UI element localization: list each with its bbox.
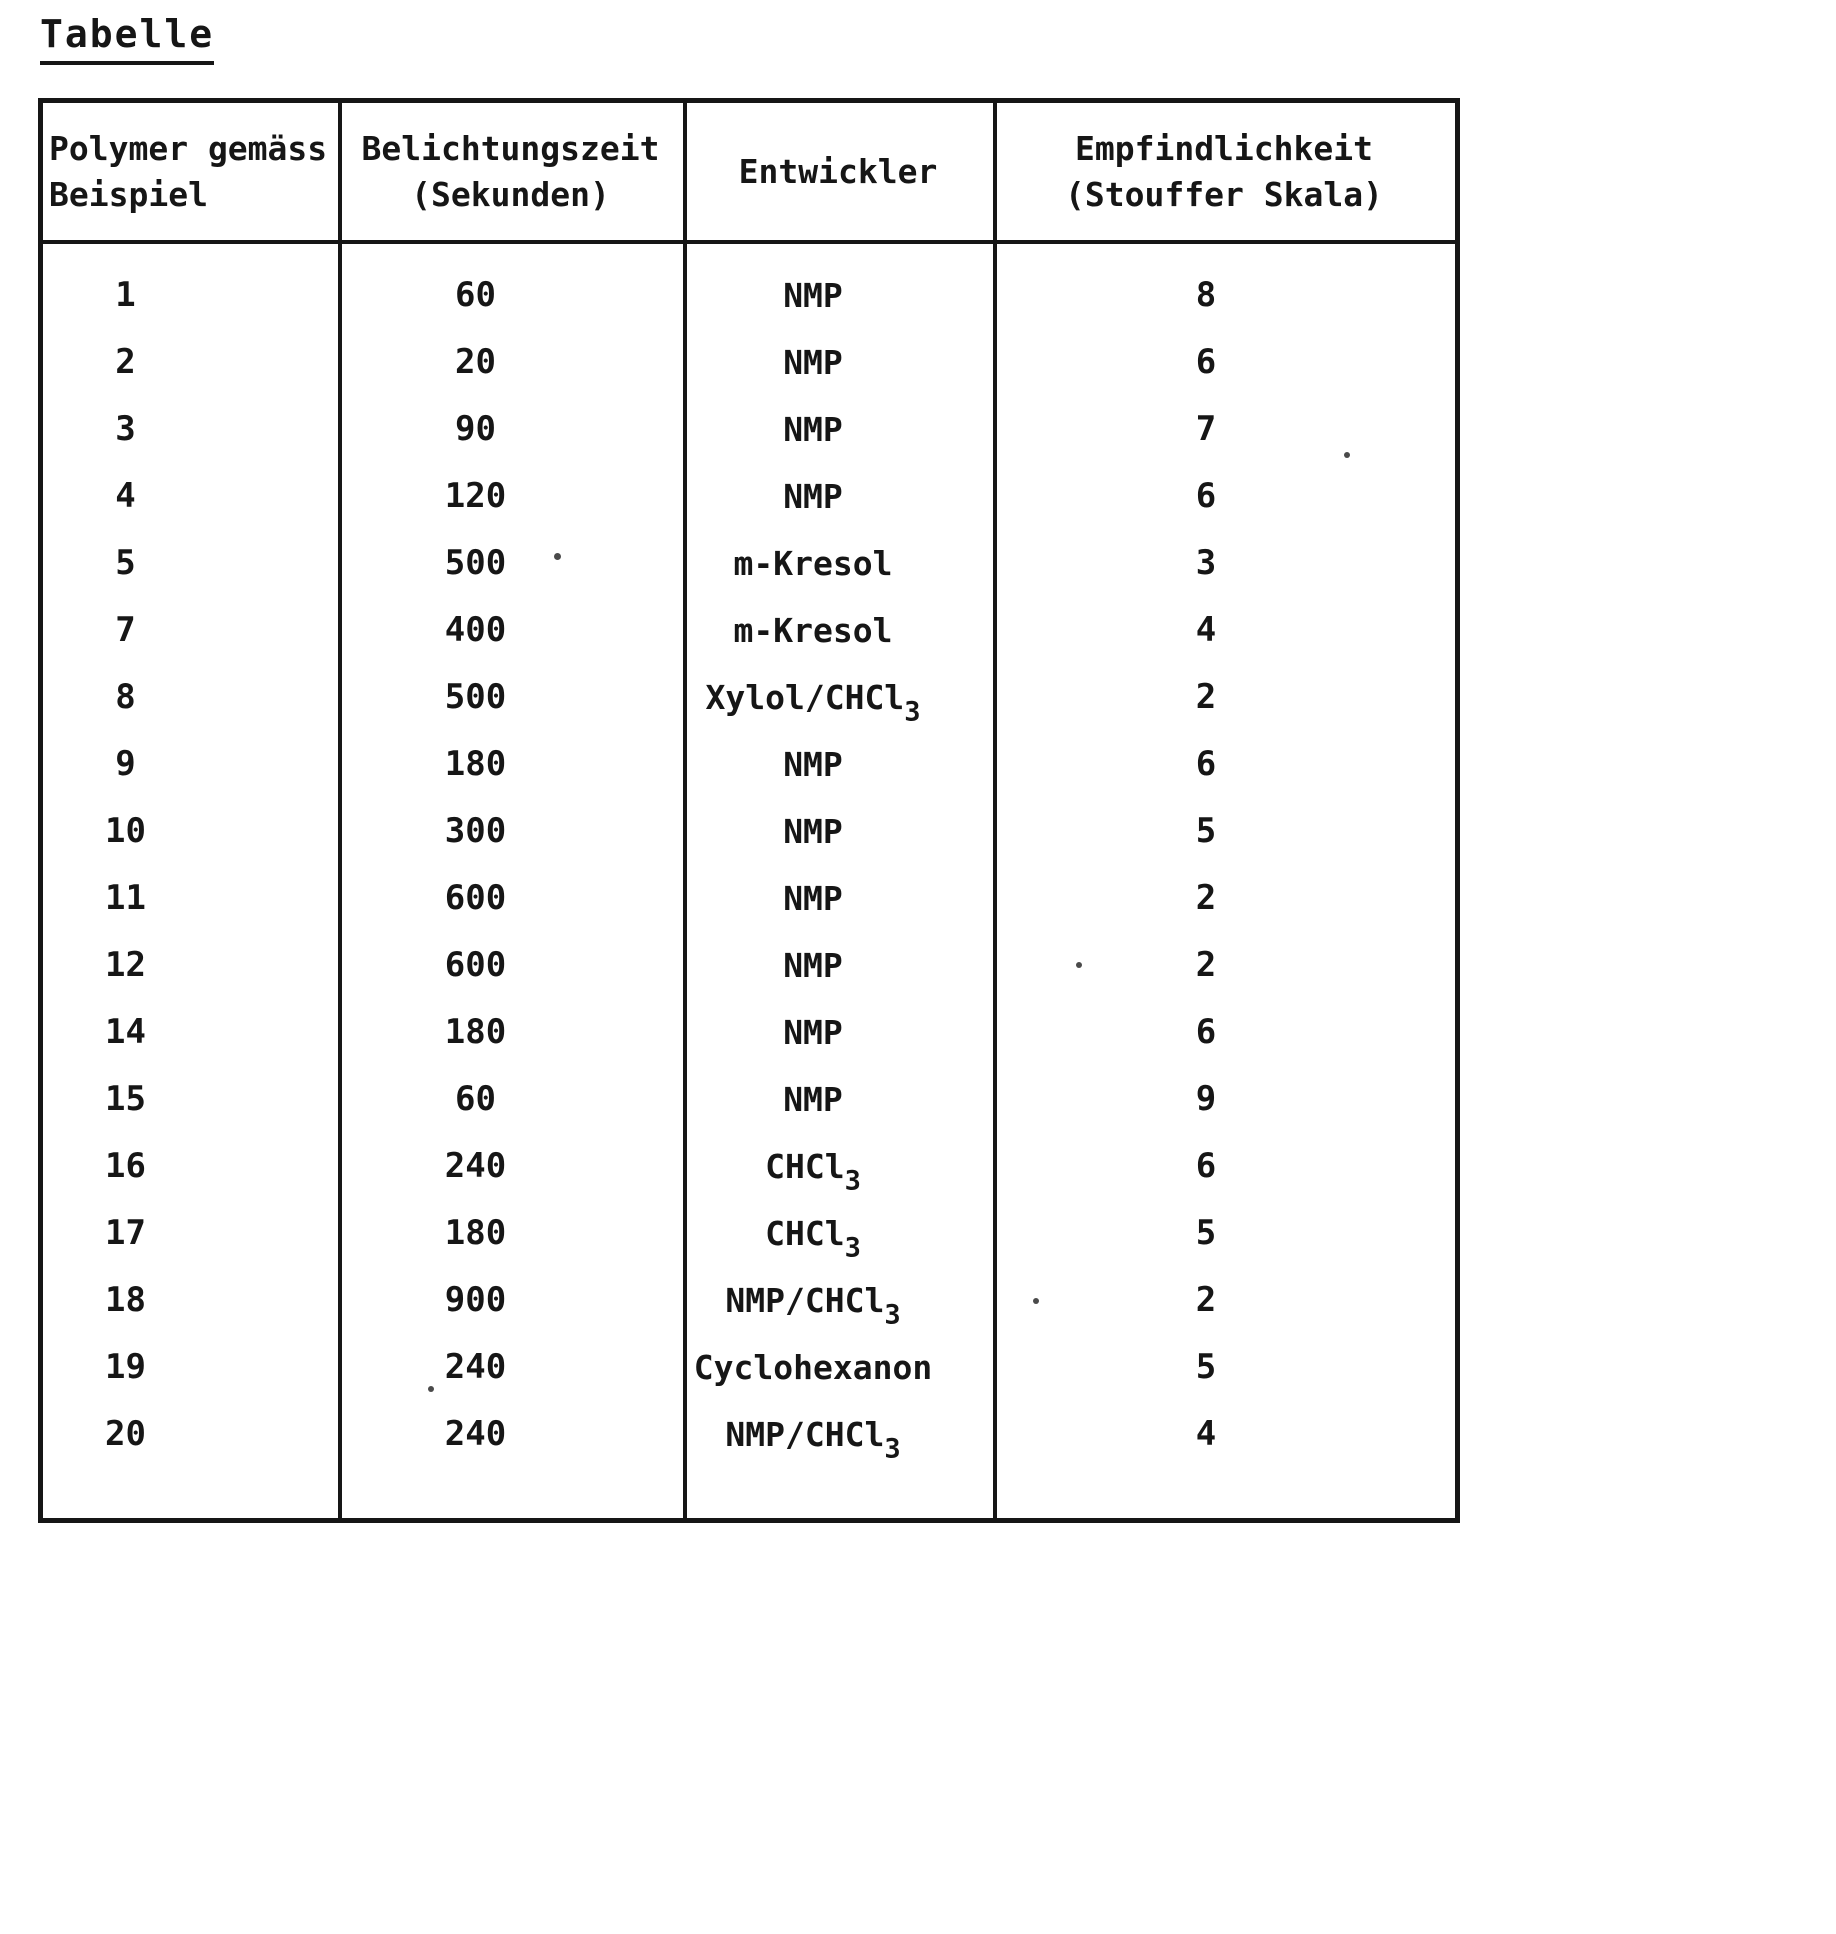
- example-number: 15: [105, 1079, 146, 1119]
- table-row: [43, 463, 1455, 530]
- sensitivity-value: 3: [1195, 543, 1217, 583]
- example-number: 12: [105, 945, 146, 985]
- example-number: 9: [115, 744, 136, 784]
- developer-name: NMP: [783, 276, 843, 315]
- header-belichtungszeit: [338, 103, 683, 240]
- developer-name: NMP: [783, 410, 843, 449]
- header-line: Entwickler: [738, 151, 938, 191]
- developer-subscript: 3: [844, 1232, 861, 1264]
- developer-name: CHCl: [765, 1214, 845, 1253]
- example-number: 7: [115, 610, 136, 650]
- example-number: 20: [105, 1414, 146, 1454]
- developer-name: NMP/CHCl: [725, 1281, 885, 1320]
- table-row: [43, 1401, 1455, 1468]
- sensitivity-value: 6: [1195, 1146, 1217, 1186]
- sensitivity-value: 5: [1195, 1347, 1217, 1387]
- cell-example: [43, 1401, 338, 1482]
- exposure-time-value: 180: [444, 744, 507, 784]
- scan-artifact-dot: [428, 1386, 434, 1392]
- exposure-time-value: 120: [444, 476, 507, 516]
- developer-name: NMP: [783, 879, 843, 918]
- cell-exposure-time: [338, 1401, 683, 1482]
- table-row: [43, 999, 1455, 1066]
- example-number: 2: [115, 342, 136, 382]
- developer-name: NMP/CHCl: [725, 1415, 885, 1454]
- example-number: 17: [105, 1213, 146, 1253]
- page-title: Tabelle: [40, 12, 214, 65]
- example-number: 18: [105, 1280, 146, 1320]
- developer-subscript: 3: [884, 1433, 901, 1465]
- table-header-separator: [43, 240, 1455, 244]
- table-vertical-line: [683, 103, 687, 1518]
- scan-artifact-dot: [1344, 452, 1350, 458]
- sensitivity-value: 7: [1195, 409, 1217, 449]
- example-number: 8: [115, 677, 136, 717]
- developer-name: m-Kresol: [733, 544, 893, 583]
- exposure-time-value: 600: [444, 878, 507, 918]
- table-row: [43, 1267, 1455, 1334]
- sensitivity-value: 6: [1195, 476, 1217, 516]
- header-line: (Sekunden): [411, 174, 610, 214]
- developer-name: m-Kresol: [733, 611, 893, 650]
- example-number: 19: [105, 1347, 146, 1387]
- developer-name: NMP: [783, 343, 843, 382]
- developer-name: NMP: [783, 1013, 843, 1052]
- header-polymer-beispiel: [43, 103, 338, 240]
- example-number: 14: [105, 1012, 146, 1052]
- sensitivity-value: 6: [1195, 744, 1217, 784]
- developer-name: NMP: [783, 812, 843, 851]
- sensitivity-value: 6: [1195, 342, 1217, 382]
- cell-sensitivity: [993, 1401, 1455, 1482]
- table-row: [43, 1334, 1455, 1401]
- data-table: [38, 98, 1460, 1523]
- developer-subscript: 3: [884, 1299, 901, 1331]
- sensitivity-value: 6: [1195, 1012, 1217, 1052]
- exposure-time-value: 500: [444, 677, 507, 717]
- table-row: [43, 731, 1455, 798]
- exposure-time-value: 500: [444, 543, 507, 583]
- exposure-time-value: 240: [444, 1146, 507, 1186]
- header-line: Beispiel: [49, 174, 208, 214]
- table-header-row: [43, 103, 1455, 240]
- sensitivity-value: 5: [1195, 1213, 1217, 1253]
- header-empfindlichkeit: [993, 103, 1455, 240]
- exposure-time-value: 90: [455, 409, 496, 449]
- table-row: [43, 664, 1455, 731]
- exposure-time-value: 60: [455, 275, 496, 315]
- exposure-time-value: 900: [444, 1280, 507, 1320]
- sensitivity-value: 9: [1195, 1079, 1217, 1119]
- header-line: Belichtungszeit: [361, 128, 660, 168]
- sensitivity-value: 2: [1195, 1280, 1217, 1320]
- scan-artifact-dot: [1033, 1298, 1039, 1304]
- exposure-time-value: 180: [444, 1213, 507, 1253]
- header-line: Polymer gemäss: [49, 128, 328, 168]
- table-row: [43, 865, 1455, 932]
- sensitivity-value: 4: [1195, 610, 1217, 650]
- scan-artifact-dot: [1076, 962, 1082, 968]
- header-line: (Stouffer Skala): [1065, 174, 1383, 214]
- developer-name: Xylol/CHCl: [705, 678, 905, 717]
- sensitivity-value: 4: [1195, 1414, 1217, 1454]
- sensitivity-value: 5: [1195, 811, 1217, 851]
- sensitivity-value: 2: [1195, 945, 1217, 985]
- example-number: 16: [105, 1146, 146, 1186]
- example-number: 10: [105, 811, 146, 851]
- exposure-time-value: 600: [444, 945, 507, 985]
- scan-artifact-dot: [554, 553, 561, 560]
- table-row: [43, 530, 1455, 597]
- table-row: [43, 396, 1455, 463]
- exposure-time-value: 60: [455, 1079, 496, 1119]
- example-number: 1: [115, 275, 136, 315]
- header-entwickler: [683, 103, 993, 240]
- developer-subscript: 3: [904, 696, 921, 728]
- table-row: [43, 597, 1455, 664]
- exposure-time-value: 400: [444, 610, 507, 650]
- cell-developer: [683, 1401, 993, 1482]
- header-line: Empfindlichkeit: [1074, 128, 1373, 168]
- example-number: 3: [115, 409, 136, 449]
- example-number: 4: [115, 476, 136, 516]
- developer-name: NMP: [783, 477, 843, 516]
- developer-name: Cyclohexanon: [693, 1348, 933, 1387]
- table-row: [43, 1066, 1455, 1133]
- table-vertical-line: [338, 103, 342, 1518]
- developer-name: CHCl: [765, 1147, 845, 1186]
- table-row: [43, 1200, 1455, 1267]
- sensitivity-value: 2: [1195, 878, 1217, 918]
- exposure-time-value: 180: [444, 1012, 507, 1052]
- developer-name: NMP: [783, 1080, 843, 1119]
- sensitivity-value: 2: [1195, 677, 1217, 717]
- exposure-time-value: 20: [455, 342, 496, 382]
- table-row: [43, 262, 1455, 329]
- table-row: [43, 329, 1455, 396]
- table-body: [43, 240, 1455, 1514]
- sensitivity-value: 8: [1195, 275, 1217, 315]
- exposure-time-value: 300: [444, 811, 507, 851]
- exposure-time-value: 240: [444, 1414, 507, 1454]
- example-number: 11: [105, 878, 146, 918]
- developer-name: NMP: [783, 946, 843, 985]
- table-row: [43, 1133, 1455, 1200]
- example-number: 5: [115, 543, 136, 583]
- developer-name: NMP: [783, 745, 843, 784]
- table-row: [43, 798, 1455, 865]
- exposure-time-value: 240: [444, 1347, 507, 1387]
- developer-subscript: 3: [844, 1165, 861, 1197]
- table-row: [43, 932, 1455, 999]
- table-vertical-line: [993, 103, 997, 1518]
